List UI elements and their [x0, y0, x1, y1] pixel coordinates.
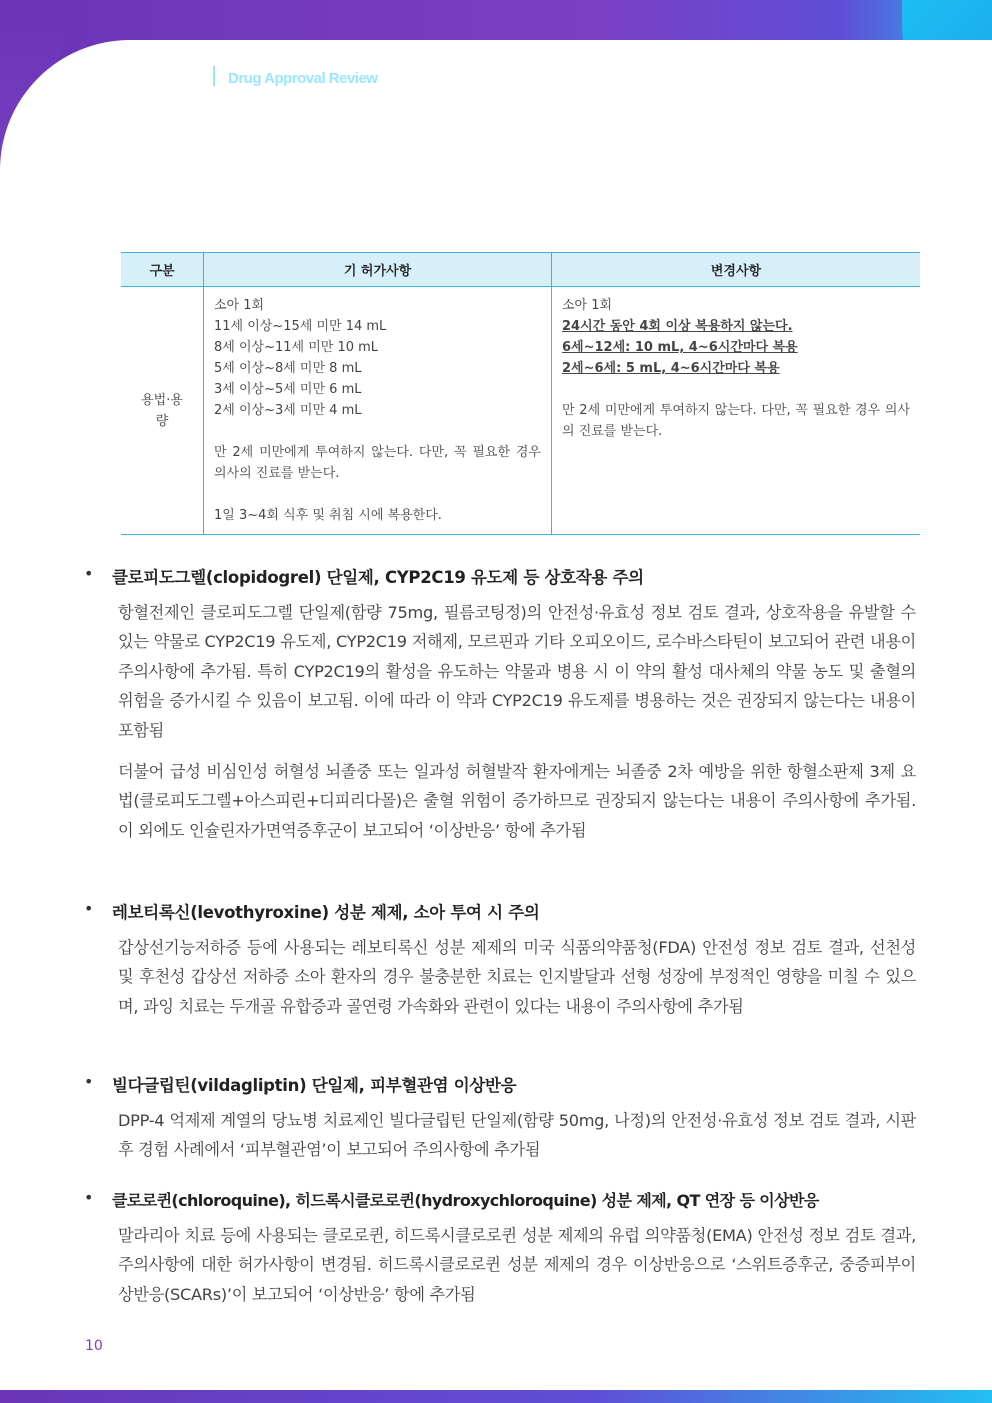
- column-header-category: 구분: [121, 253, 204, 287]
- old-line: 11세 이상~15세 미만 14 mL: [214, 319, 387, 334]
- section-paragraph: 갑상선기능저하증 등에 사용되는 레보티록신 성분 제제의 미국 식품의약품청(FDA) 안전성 정보 검토 결과, 선천성 및 후천성 갑상선 저하증 소아 환자의 경우 불충분한 치료는 인지발달과 선형 성장에 부정적인 영향을 미칠 수 있으며, 과잉 치료는 두개골 유합증과 골연령 가속화와 관련이 있다는 내용이 주의사항에 추가됨: [118, 938, 916, 1016]
- new-first-line: 소아 1회: [562, 298, 613, 313]
- old-line: 8세 이상~11세 미만 10 mL: [214, 340, 379, 355]
- changed-approval-cell: [552, 287, 921, 535]
- row-label-text: 용법·용량: [141, 392, 183, 429]
- column-header-changed: 변경사항: [552, 253, 921, 287]
- section-paragraph: 항혈전제인 클로피도그렐 단일제(함량 75mg, 필름코팅정)의 안전성·유효성 정보 검토 결과, 상호작용을 유발할 수 있는 약물로 CYP2C19 유도제, CYP2C19 저해제, 모르핀과 기타 오피오이드, 로수바스타틴이 보고되어 관련 내용이 주의사항에 추가됨. 특히 CYP2C19의 활성을 유도하는 약물과 병용 시 이 약의 활성 대사체의 약물 농도 및 출혈의 위험을 증가시킬 수 있음이 보고됨. 이에 따라 이 약과 CYP2C19 유도제를 병용하는 것은 권장되지 않는다는 내용이 포함됨: [118, 603, 916, 740]
- section-heading: 레보티록신(levothyroxine) 성분 제제, 소아 투여 시 주의: [112, 903, 540, 922]
- new-note: 만 2세 미만에게 투여하지 않는다. 다만, 꼭 필요한 경우 의사의 진료를 받는다.: [562, 403, 910, 439]
- bullet-icon: •: [84, 564, 94, 583]
- header-title: 허가리뷰: [84, 52, 208, 91]
- column-header-previous: 기 허가사항: [204, 253, 552, 287]
- section-heading: 클로피도그렐(clopidogrel) 단일제, CYP2C19 유도제 등 상호작용 주의: [112, 568, 644, 587]
- new-underlined-line: 2세~6세: 5 mL, 4~6시간마다 복용: [562, 361, 780, 376]
- section-heading: 빌다글립틴(vildagliptin) 단일제, 피부혈관염 이상반응: [112, 1076, 517, 1095]
- row-label: [121, 287, 204, 535]
- old-line: 3세 이상~5세 미만 6 mL: [214, 382, 362, 397]
- header-separator: [213, 66, 215, 86]
- section-vildagliptin: [84, 1072, 916, 1165]
- table-header-row: [121, 253, 920, 287]
- new-underlined-line: 6세~12세: 10 mL, 4~6시간마다 복용: [562, 340, 798, 355]
- section-heading: 클로로퀸(chloroquine), 히드록시클로로퀸(hydroxychloroquine) 성분 제제, QT 연장 등 이상반응: [112, 1191, 819, 1210]
- new-underlined-line: 24시간 동안 4회 이상 복용하지 않는다.: [562, 319, 793, 334]
- page-number: 10: [85, 1338, 103, 1354]
- section-chloroquine: [84, 1188, 916, 1309]
- bullet-icon: •: [84, 1188, 94, 1207]
- previous-approval-cell: [204, 287, 552, 535]
- old-line: 2세 이상~3세 미만 4 mL: [214, 403, 362, 418]
- old-line: 5세 이상~8세 미만 8 mL: [214, 361, 362, 376]
- old-line: 소아 1회: [214, 298, 265, 313]
- bullet-icon: •: [84, 1072, 94, 1091]
- footer-band: [0, 1390, 992, 1403]
- section-paragraph: DPP-4 억제제 계열의 당뇨병 치료제인 빌다글립틴 단일제(함량 50mg, 나정)의 안전성·유효성 정보 검토 결과, 시판 후 경험 사례에서 ‘피부혈관염’이 보고되어 주의사항에 추가됨: [118, 1111, 916, 1160]
- bullet-icon: •: [84, 899, 94, 918]
- section-levothyroxine: [84, 899, 916, 1021]
- table-row: [121, 287, 920, 535]
- section-clopidogrel: [84, 564, 916, 845]
- section-paragraph: 말라리아 치료 등에 사용되는 클로로퀸, 히드록시클로로퀸 성분 제제의 유럽 의약품청(EMA) 안전성 정보 검토 결과, 주의사항에 대한 허가사항이 변경됨. 히드록시클로로퀸 성분 제제의 경우 이상반응으로 ‘스위트증후군, 중증피부이상반응(SCARs)’이 보고되어 ‘이상반응’ 항에 추가됨: [118, 1226, 916, 1304]
- old-dosing: 1일 3~4회 식후 및 취침 시에 복용한다.: [214, 508, 442, 523]
- header-subtitle: Drug Approval Review: [228, 70, 378, 87]
- approval-change-table: [121, 252, 920, 535]
- section-paragraph: 더불어 급성 비심인성 허혈성 뇌졸중 또는 일과성 허혈발작 환자에게는 뇌졸중 2차 예방을 위한 항혈소판제 3제 요법(클로피도그렐+아스피린+디피리다몰)은 출혈 위험이 증가하므로 권장되지 않는다는 내용이 주의사항에 추가됨. 이 외에도 인슐린자가면역증후군이 보고되어 ‘이상반응’ 항에 추가됨: [118, 762, 916, 840]
- old-note: 만 2세 미만에게 투여하지 않는다. 다만, 꼭 필요한 경우 의사의 진료를 받는다.: [214, 445, 541, 481]
